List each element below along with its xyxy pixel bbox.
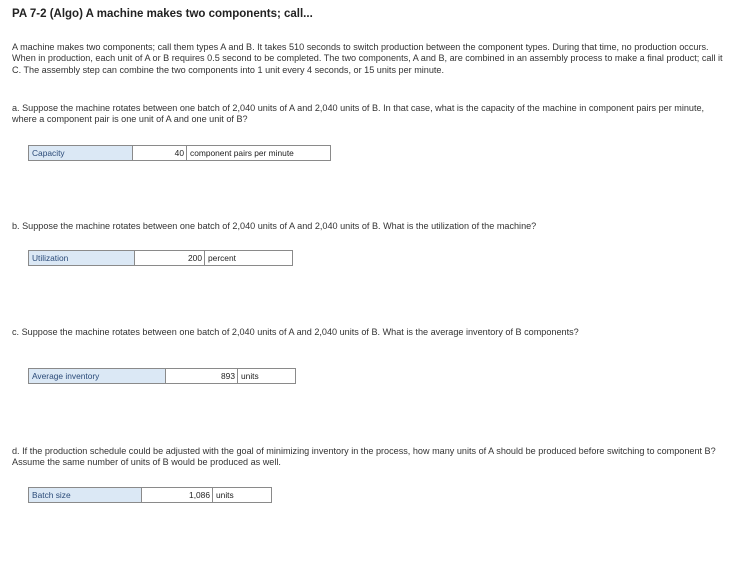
answer-label-capacity: Capacity	[29, 146, 133, 160]
answer-unit-batch-size: units	[216, 490, 234, 500]
average-inventory-input[interactable]: 893	[166, 369, 238, 383]
question-d-text: d. If the production schedule could be adjusted with the goal of minimizing inventory in the process, how many units of A should be produced before switching to component B? Assume the same number of units of B would be produced as well.	[12, 446, 716, 468]
answer-row-utilization	[28, 250, 293, 266]
answer-label-utilization: Utilization	[29, 251, 135, 265]
answer-row-average-inventory	[28, 368, 296, 384]
problem-statement: A machine makes two components; call them types A and B. It takes 510 seconds to switch production between the component types. During that time, no production occurs. When in production, each unit of A or B requires 0.5 second to be completed. The two components, A and B, are combined in an assembly process to make a final product; call it C. The assembly step can combine the two components into 1 unit every 4 seconds, or 15 units per minute.	[12, 42, 723, 75]
batch-size-input[interactable]: 1,086	[142, 488, 213, 502]
page-title: PA 7-2 (Algo) A machine makes two components; call...	[12, 8, 313, 20]
question-c-text: c. Suppose the machine rotates between one batch of 2,040 units of A and 2,040 units of B. What is the average inventory of B components?	[12, 327, 579, 337]
answer-label-batch-size: Batch size	[29, 488, 142, 502]
answer-unit-average-inventory: units	[241, 371, 259, 381]
question-a-text: a. Suppose the machine rotates between one batch of 2,040 units of A and 2,040 units of B. In that case, what is the capacity of the machine in component pairs per minute, where a component pair is one unit of A and one unit of B?	[12, 103, 705, 125]
question-b-text: b. Suppose the machine rotates between one batch of 2,040 units of A and 2,040 units of B. What is the utilization of the machine?	[12, 221, 537, 231]
utilization-input[interactable]: 200	[135, 251, 205, 265]
answer-unit-utilization: percent	[208, 253, 236, 263]
answer-row-batch-size	[28, 487, 272, 503]
answer-unit-capacity: component pairs per minute	[190, 148, 294, 158]
answer-label-average-inventory: Average inventory	[29, 369, 166, 383]
capacity-input[interactable]: 40	[133, 146, 187, 160]
answer-row-capacity	[28, 145, 331, 161]
